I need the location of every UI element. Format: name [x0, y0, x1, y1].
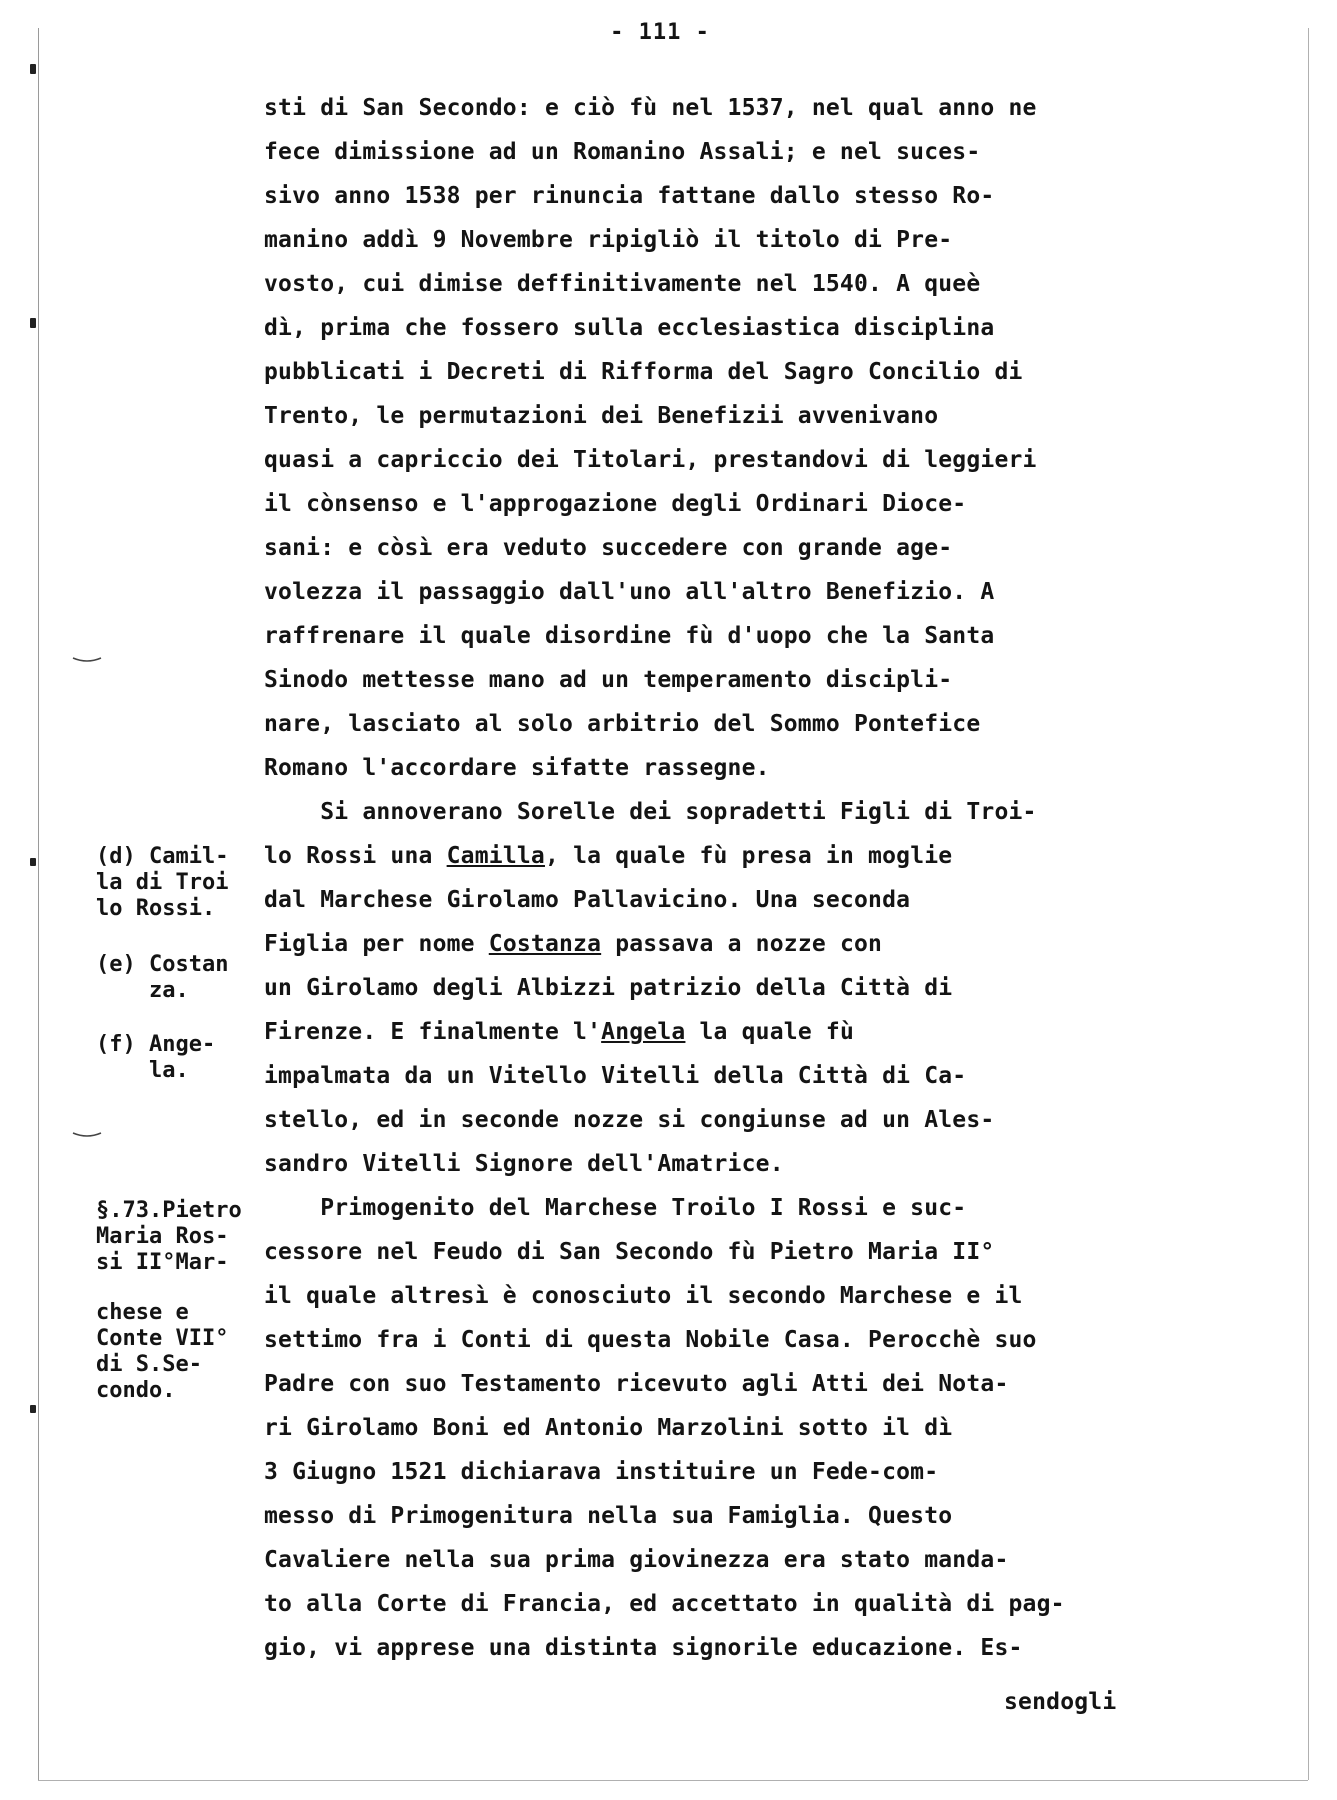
binding-mark	[30, 318, 36, 328]
underlined-name: Costanza	[488, 931, 602, 957]
binding-mark	[30, 858, 36, 866]
margin-note-line: §.73.Pietro	[96, 1198, 242, 1223]
text-line: sani: e còsì era veduto succedere con grande age-	[264, 535, 953, 561]
margin-note-line: la di Troi	[96, 870, 229, 895]
margin-note-line: (d) Camil-	[96, 844, 229, 869]
text-line: il cònsenso e l'approgazione degli Ordinari Dioce-	[264, 491, 967, 517]
text-line: dì, prima che fossero sulla ecclesiastica disciplina	[264, 315, 995, 341]
text-line: manino addì 9 Novembre ripigliò il titolo di Pre-	[264, 227, 953, 253]
text-line: Romano l'accordare sifatte rassegne.	[264, 755, 770, 781]
text-line: sivo anno 1538 per rinuncia fattane dallo stesso Ro-	[264, 183, 995, 209]
text-line: ri Girolamo Boni ed Antonio Marzolini sotto il dì	[264, 1415, 953, 1441]
binding-mark	[30, 64, 36, 74]
text-line: vosto, cui dimise deffinitivamente nel 1540. A queè	[264, 271, 981, 297]
text-line: Trento, le permutazioni dei Benefizii avvenivano	[264, 403, 939, 429]
margin-note-line: Conte VII°	[96, 1326, 229, 1351]
text-line: volezza il passaggio dall'uno all'altro Benefizio. A	[264, 579, 995, 605]
margin-note-line: condo.	[96, 1378, 176, 1403]
margin-note-line: chese e	[96, 1300, 189, 1325]
margin-note-line: di S.Se-	[96, 1352, 202, 1377]
binding-mark	[30, 1405, 36, 1413]
text-line: sti di San Secondo: e ciò fù nel 1537, nel qual anno ne	[264, 95, 1037, 121]
text-line: stello, ed in seconde nozze si congiunse ad un Ales-	[264, 1107, 995, 1133]
text-line: cessore nel Feudo di San Secondo fù Pietro Maria II°	[264, 1239, 995, 1265]
margin-tick-mark	[72, 656, 102, 664]
page-right-edge	[1308, 28, 1309, 1780]
margin-tick-mark	[72, 1131, 102, 1139]
text-line: Firenze. E finalmente l'Angela la quale fù	[264, 1019, 855, 1045]
text-line: il quale altresì è conosciuto il secondo Marchese e il	[264, 1283, 1023, 1309]
text-line: impalmata da un Vitello Vitelli della Città di Ca-	[264, 1063, 967, 1089]
text-line: nare, lasciato al solo arbitrio del Sommo Pontefice	[264, 711, 981, 737]
text-line: messo di Primogenitura nella sua Famiglia. Questo	[264, 1503, 953, 1529]
margin-note-line: za.	[96, 978, 189, 1003]
text-line: Figlia per nome Costanza passava a nozze con	[264, 931, 883, 957]
underlined-name: Angela	[601, 1019, 686, 1045]
text-line: Sinodo mettesse mano ad un temperamento discipli-	[264, 667, 953, 693]
text-line: sandro Vitelli Signore dell'Amatrice.	[264, 1151, 784, 1177]
text-line: pubblicati i Decreti di Rifforma del Sagro Concilio di	[264, 359, 1023, 385]
margin-note-line: la.	[96, 1058, 189, 1083]
margin-note-line: (e) Costan	[96, 952, 229, 977]
page-left-edge	[38, 28, 39, 1780]
paragraph-start-line: Primogenito del Marchese Troilo I Rossi e suc-	[264, 1195, 967, 1221]
text-line: quasi a capriccio dei Titolari, prestandovi di leggieri	[264, 447, 1037, 473]
margin-note-line: lo Rossi.	[96, 896, 216, 921]
text-line: fece dimissione ad un Romanino Assali; e nel suces-	[264, 139, 981, 165]
text-line: gio, vi apprese una distinta signorile educazione. Es-	[264, 1635, 1023, 1661]
page-number: - 111 -	[610, 20, 710, 45]
paragraph-start-line: Si annoverano Sorelle dei sopradetti Figli di Troi-	[264, 799, 1037, 825]
text-line: to alla Corte di Francia, ed accettato in qualità di pag-	[264, 1591, 1065, 1617]
text-line: settimo fra i Conti di questa Nobile Casa. Perocchè suo	[264, 1327, 1037, 1353]
text-line: un Girolamo degli Albizzi patrizio della Città di	[264, 975, 953, 1001]
text-line: lo Rossi una Camilla, la quale fù presa in moglie	[264, 843, 953, 869]
catchword: sendogli	[1004, 1689, 1117, 1715]
page-bottom-edge	[38, 1780, 1308, 1781]
underlined-name: Camilla	[446, 843, 545, 869]
text-line: Padre con suo Testamento ricevuto agli Atti dei Nota-	[264, 1371, 1009, 1397]
margin-note-line: Maria Ros-	[96, 1224, 229, 1249]
margin-note-line: (f) Ange-	[96, 1032, 216, 1057]
text-line: Cavaliere nella sua prima giovinezza era stato manda-	[264, 1547, 1009, 1573]
text-line: raffrenare il quale disordine fù d'uopo che la Santa	[264, 623, 995, 649]
text-line: dal Marchese Girolamo Pallavicino. Una seconda	[264, 887, 911, 913]
text-line: 3 Giugno 1521 dichiarava instituire un Fede-com-	[264, 1459, 939, 1485]
margin-note-line: si II°Mar-	[96, 1250, 229, 1275]
